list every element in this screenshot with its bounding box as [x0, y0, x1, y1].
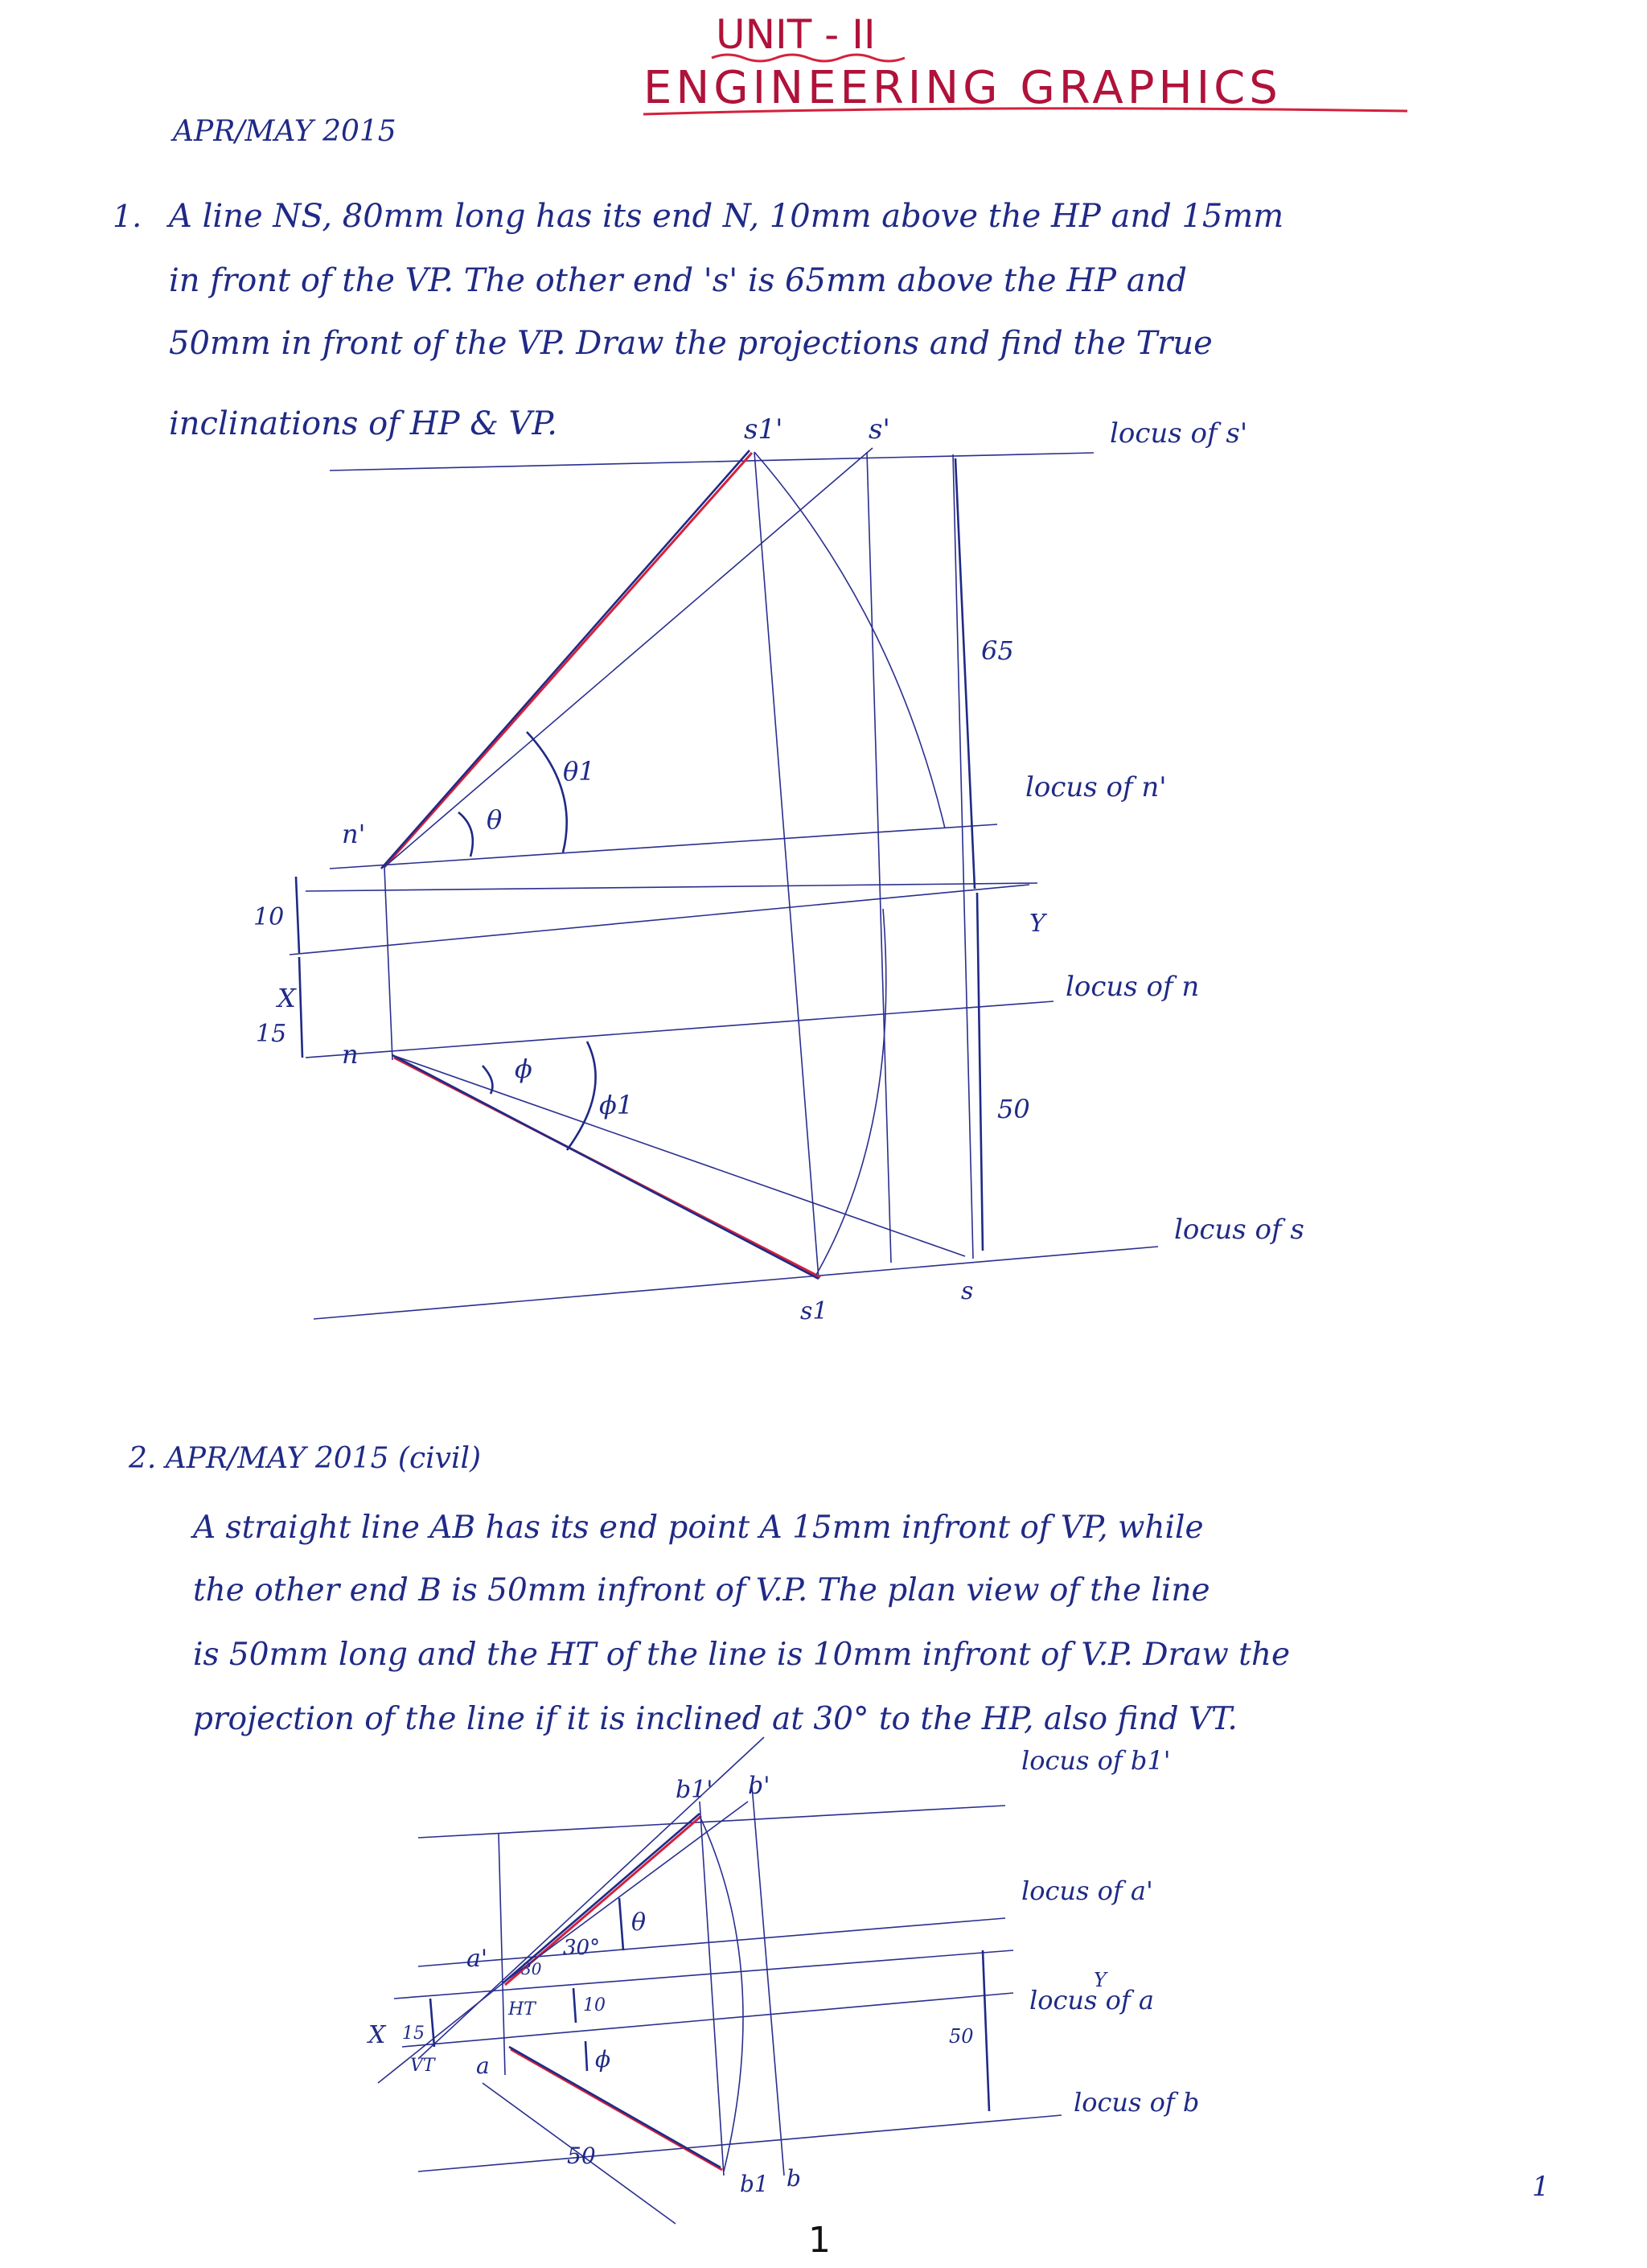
q1-extra-line: [306, 883, 1037, 891]
q2-label-15: 15: [402, 2024, 425, 2044]
q1-line-3: 50mm in front of the VP. Draw the projections and find the True: [169, 325, 1213, 362]
q2-heading: 2. APR/MAY 2015 (civil): [129, 1442, 482, 1475]
q2-dim-50-line: [983, 1950, 989, 2111]
q1-label-s: s: [961, 1277, 974, 1305]
q2-label-a-dash: a': [466, 1945, 488, 1973]
q1-line-1: A line NS, 80mm long has its end N, 10mm above the HP and 15mm: [169, 198, 1284, 235]
q2-label-10: 10: [583, 1995, 606, 2015]
q2-label-30a: 30°: [563, 1936, 601, 1960]
q2-projector-b1: [700, 1802, 724, 2176]
q1-arc-s: [754, 452, 945, 828]
unit-title: UNIT - II: [716, 11, 876, 58]
q2-projector-b: [752, 1785, 784, 2176]
q1-label-s1-dash: s1': [744, 413, 783, 446]
session-label: APR/MAY 2015: [173, 115, 396, 148]
q2-label-phi: ϕ: [595, 2046, 611, 2073]
q2-label-ht: HT: [508, 1999, 536, 2019]
q2-label-b-dash: b': [748, 1772, 770, 1800]
q1-label-y: Y: [1029, 910, 1045, 938]
q1-label-65: 65: [981, 635, 1014, 666]
q1-phi1-arc: [567, 1042, 596, 1150]
question-1-drawing: [253, 413, 1304, 1325]
q1-locus-n-line: [306, 1001, 1054, 1058]
corner-mark: 1: [1532, 2171, 1550, 2203]
question-2-drawing: [367, 1737, 1199, 2224]
q2-label-locus-b1-dash: locus of b1': [1021, 1745, 1171, 1776]
q1-projector-s: [867, 452, 891, 1263]
q1-label-locus-s-dash: locus of s': [1110, 417, 1248, 450]
q1-label-x: X: [277, 983, 296, 1013]
q1-locus-s-dash-line: [330, 453, 1094, 470]
q1-label-50: 50: [997, 1094, 1030, 1124]
q1-projector-65: [953, 454, 973, 1259]
q1-label-15: 15: [256, 1020, 287, 1048]
q1-elevation-n-s: [384, 448, 873, 867]
q2-label-x: X: [368, 2021, 386, 2049]
q2-locus-a-dash-line: [418, 1918, 1005, 1966]
q2-plan: [509, 2047, 721, 2167]
q1-label-locus-n-dash: locus of n': [1025, 771, 1167, 803]
q2-true-length-elevation: [503, 1814, 700, 1983]
q1-label-s1: s1: [800, 1297, 828, 1325]
q2-label-y: Y: [1094, 1969, 1107, 1991]
q2-label-50-plan: 50: [567, 2143, 596, 2169]
q1-label-phi1: ϕ1: [599, 1090, 634, 1120]
q2-line-2: the other end B is 50mm infront of V.P. The plan view of the line: [193, 1572, 1210, 1609]
q1-true-length-elevation-red: [384, 453, 752, 867]
q2-label-vt: VT: [410, 2056, 435, 2076]
q2-locus-b-line: [418, 2115, 1062, 2171]
q1-label-s-dash: s': [869, 413, 890, 446]
q1-theta1-arc: [527, 732, 567, 853]
q1-label-locus-n: locus of n: [1066, 971, 1200, 1003]
q1-projector-s1: [754, 452, 819, 1279]
q2-line-4: projection of the line if it is inclined at 30° to the HP, also find VT.: [193, 1701, 1238, 1737]
q2-label-locus-b: locus of b: [1074, 2087, 1200, 2118]
q2-dim-10-line: [573, 1988, 576, 2023]
q1-theta-arc: [458, 812, 473, 857]
q1-dim-10-line: [296, 877, 299, 953]
q2-label-50-v: 50: [949, 2025, 974, 2048]
q2-elevation-a-b: [503, 1802, 748, 1983]
q2-plan-red: [511, 2049, 722, 2170]
q1-locus-s-line: [314, 1247, 1158, 1319]
q2-label-30b: 30: [521, 1959, 542, 1978]
footer: [808, 2171, 1550, 2261]
q1-label-phi: ϕ: [515, 1054, 532, 1084]
q1-dim-50-line: [977, 893, 983, 1251]
question-1-text: [113, 198, 1284, 442]
q2-label-b: b: [787, 2165, 801, 2192]
q1-label-locus-s: locus of s: [1174, 1214, 1304, 1246]
q1-arc-plan: [816, 909, 886, 1275]
question-2-text: [128, 1442, 1290, 1737]
subject-title: ENGINEERING GRAPHICS: [643, 62, 1282, 114]
q1-label-theta1: θ1: [563, 756, 595, 787]
q2-label-locus-a-dash: locus of a': [1021, 1876, 1153, 1906]
q2-locus-a-line: [402, 1993, 1013, 2047]
q1-line-4: inclinations of HP & VP.: [169, 405, 557, 442]
q1-locus-n-dash-line: [330, 824, 997, 869]
q2-arc-b: [700, 1816, 743, 2171]
q1-projector-n: [384, 867, 392, 1060]
q1-label-n-dash: n': [342, 819, 366, 849]
q2-label-b1: b1: [740, 2171, 769, 2197]
q1-line-2: in front of the VP. The other end 's' is 65mm above the HP and: [169, 262, 1187, 299]
q1-label-10: 10: [253, 903, 285, 931]
q1-xy-line: [290, 885, 1029, 955]
q1-true-length-plan: [392, 1055, 819, 1279]
q2-label-a: a: [476, 2052, 490, 2079]
q2-label-b1-dash: b1': [676, 1776, 713, 1804]
q2-dim-theta-line: [619, 1898, 623, 1950]
q1-label-n: n: [342, 1039, 359, 1070]
q2-line-1-visible: A straight line AB has its end point A 15mm infront of VP, while: [193, 1510, 1204, 1546]
q1-dim-15-line: [299, 957, 302, 1058]
q2-dim-phi-line: [585, 2041, 587, 2071]
q2-line-3: is 50mm long and the HT of the line is 10mm infront of V.P. Draw the: [193, 1637, 1291, 1673]
header: [170, 11, 1407, 148]
q1-label-theta: θ: [487, 804, 503, 835]
q2-locus-b1-dash-line: [418, 1806, 1005, 1838]
page-number: 1: [808, 2220, 831, 2261]
q2-label-theta: θ: [631, 1908, 647, 1937]
q2-label-locus-a: locus of a: [1029, 1985, 1154, 2015]
q1-number: 1.: [113, 199, 142, 234]
